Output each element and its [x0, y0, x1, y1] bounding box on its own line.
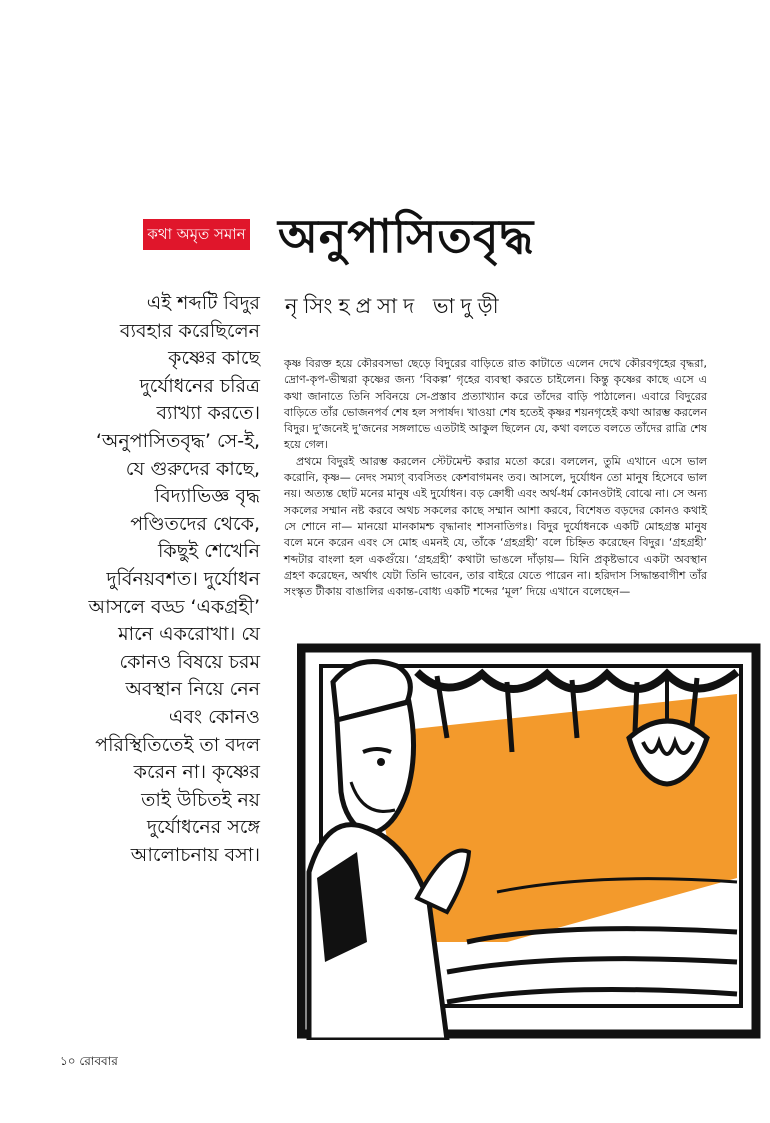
pull-quote-line: এই শব্দটি বিদুর [146, 292, 260, 314]
pull-quote-line: পণ্ডিতদের থেকে, [130, 512, 260, 535]
pull-quote [60, 290, 260, 869]
elder-sage-illustration-icon [297, 642, 762, 1040]
pull-quote-line: বিদ্যাভিজ্ঞ বৃদ্ধ [154, 485, 260, 508]
pull-quote-line: ব্যাখ্যা করতে। [156, 402, 260, 425]
pull-quote-line: আলোচনায় বসা। [130, 843, 260, 866]
section-tag: কথা অমৃত সমান [143, 219, 250, 250]
pull-quote-line: ব্যবহার করেছিলেন [119, 319, 260, 342]
pull-quote-line: যে গুরুদের কাছে, [125, 457, 260, 480]
pull-quote-line: অবস্থান নিয়ে নেন [125, 678, 260, 701]
body-paragraph: প্রথমে বিদুরই আরম্ভ করলেন স্টেটমেন্ট করার মতো করে। বললেন, তুমি এখানে এসে ভাল করোনি, কৃষ্ণ— নেদং সম্যগ্‌ ব্যবসিতং কেশবাগমনং তব। আসলে, দুর্যোধন তো মানুষ হিসেবে ভাল নয়। অত্যন্ত ছোট মনের মানুষ এই দুর্যোধন। বড় ক্রোধী এবং অর্থ-ধর্ম কোনওটাই বোঝে না। সে অন্য সকলের সম্মান নষ্ট করবে অথচ সকলের কাছে সম্মান আশা করবে, বিশেষত বড়দের কোনও কথাই সে শোনে না— মানয়ো মানকামশ্চ বৃদ্ধানাং শাসনাতিগঃ। বিদুর দুর্যোধনকে একটি মোহগ্রস্ত মানুষ বলে মনে করেন এবং সে মোহ এমনই যে, তাঁকে ‘গ্রহগ্রহী’ বলে চিহ্নিত করেছেন বিদুর। ‘গ্রহগ্রহী’ শব্দটার বাংলা হল একগুঁয়ে। ‘গ্রহগ্রহী’ কথাটা ভাঙলে দাঁড়ায়— যিনি প্রকৃষ্টভাবে একটা অবস্থান গ্রহণ করেছেন, অর্থাৎ যেটা তিনি ভাবেন, তার বাইরে যেতে পারেন না। হরিদাস সিদ্ধান্তবাগীশ তাঁর সংস্কৃত টীকায় বাঙালির একান্ত-বোধ্য একটি শব্দের ‘মূল’ দিয়ে এখানে বলেছেন— [284, 454, 707, 599]
pull-quote-line: কোনও বিষয়ে চরম [119, 650, 260, 673]
pull-quote-line: দুর্যোধনের সঙ্গে [147, 816, 260, 839]
pull-quote-line: দুর্বিনয়বশত। দুর্যোধন [106, 567, 260, 590]
pull-quote-line: তাই উচিতই নয় [141, 788, 260, 811]
pull-quote-line: কৃষ্ণের কাছে [168, 347, 260, 370]
pull-quote-line: এবং কোনও [168, 705, 260, 728]
pull-quote-line: দুর্যোধনের চরিত্র [139, 374, 260, 397]
body-paragraph: কৃষ্ণ বিরক্ত হয়ে কৌরবসভা ছেড়ে বিদুরের বাড়িতে রাত কাটাতে এলেন দেখে কৌরবগৃহের বৃদ্ধরা, দ্রোণ-কৃপ-ভীষ্মরা কৃষ্ণের জন্য ‘বিকল্প’ গৃহের ব্যবস্থা করতে চাইলেন। কিন্তু কৃষ্ণের কাছে এসে এ কথা জানাতে তিনি সবিনয়ে সে-প্রস্তাব প্রত্যাখ্যান করে তাঁদের বাড়ি পাঠালেন। এবারে বিদুরের বাড়িতে তাঁর ভোজনপর্ব শেষ হল সপার্ষদ। খাওয়া শেষ হতেই কৃষ্ণর শয়নগৃহেই কথা আরম্ভ করলেন বিদুর। দু’জনেই দু’জনের সঙ্গলাভে এতটাই আকুল ছিলেন যে, কথা বলতে বলতে তাঁদের রাত্রি শেষ হয়ে গেল। [284, 357, 707, 452]
pull-quote-line: কিছুই শেখেনি [157, 540, 260, 563]
author-byline: নৃসিংহপ্রসাদ ভাদুড়ী [285, 294, 505, 318]
pull-quote-line: ‘অনুপাসিতবৃদ্ধ’ সে-ই, [95, 429, 260, 452]
article-title: অনুপাসিতবৃদ্ধ [278, 209, 535, 263]
pull-quote-line: করেন না। কৃষ্ণের [133, 761, 260, 784]
article-body [284, 356, 707, 600]
page-folio: ১০ রোববার [60, 1054, 118, 1068]
pull-quote-line: মানে একরোখা। যে [118, 623, 260, 646]
pull-quote-line: আসলে বড্ড ‘একগ্রহী’ [88, 595, 260, 618]
pull-quote-line: পরিস্থিতিতেই তা বদল [95, 733, 260, 756]
